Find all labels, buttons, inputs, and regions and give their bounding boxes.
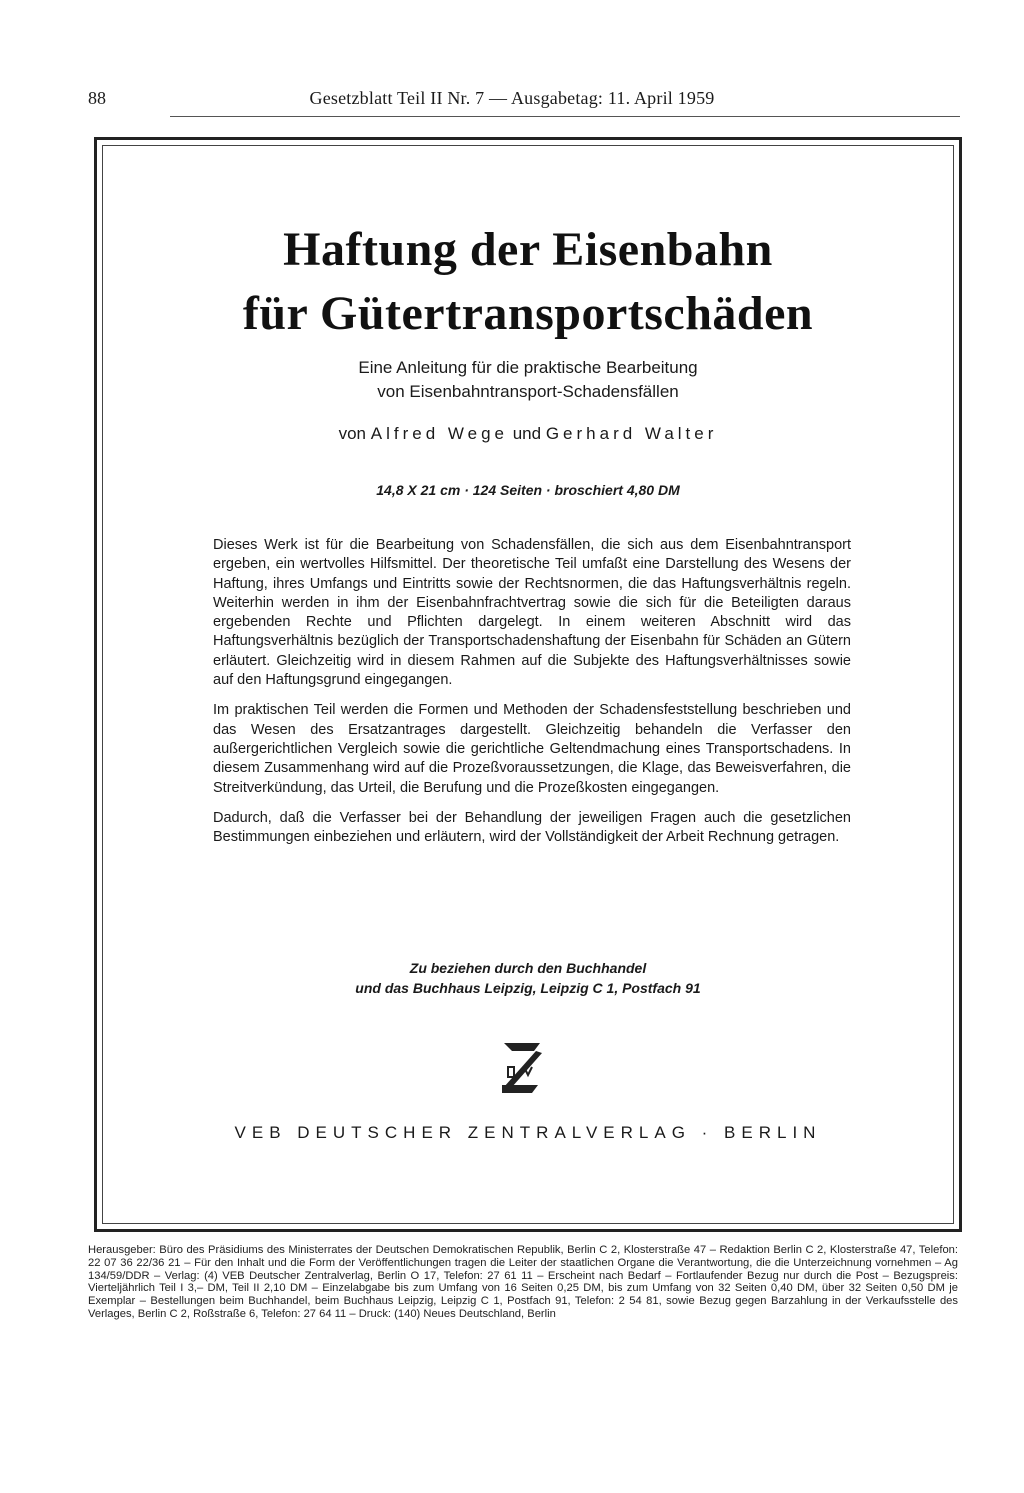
page-number: 88 (88, 88, 106, 108)
description-paragraph: Im praktischen Teil werden die Formen und Methoden der Schadensfeststellung beschrieben und das Wesen des Ersatzantrages dargestellt. Gleichzeitig behandeln die Verfasser den außergerichtlichen Vergleich sowie die gerichtliche Geltendmachung eines Transportschadens. In diesem Zusammenhang wird auf die Prozeßvoraussetzungen, die Klage, das Beweisverfahren, die Streitverkündung, das Urteil, die Berufung und die Prozeßkosten eingegangen. (213, 702, 851, 796)
book-specs: 14,8 X 21 cm · 124 Seiten · broschiert 4,80 DM (376, 482, 680, 498)
order-info-line-2: und das Buchhaus Leipzig, Leipzig C 1, Postfach 91 (355, 980, 701, 996)
description-body (213, 536, 851, 858)
imprint-footer: Herausgeber: Büro des Präsidiums des Ministerrates der Deutschen Demokratischen Republik, Berlin C 2, Klosterstraße 47 – Redaktion Berlin C 2, Klosterstraße 47, Telefon: 22 07 36 22/36 21 – Für den Inhalt und die Form der Veröffentlichungen tragen die Leiter der staatlichen Organe die Verantwortung, die die Unterzeichnung vornehmen – Ag 134/59/DDR – Verlag: (4) VEB Deutscher Zentralverlag, Berlin O 17, Telefon: 27 61 11 – Erscheint nach Bedarf – Fortlaufender Bezug nur durch die Post – Bezugspreis: Vierteljährlich Teil I 3,– DM, Teil II 2,10 DM – Einzelabgabe bis zum Umfang von 16 Seiten 0,25 DM, bis zum Umfang von 32 Seiten 0,40 DM, über 32 Seiten 0,50 DM je Exemplar – Bestellungen beim Buchhandel, beim Buchhaus Leipzig, Leipzig C 1, Postfach 91, Telefon: 2 54 81, sowie Bezug gegen Barzahlung in der Verkaufsstelle des Verlages, Berlin C 2, Roßstraße 6, Telefon: 27 64 11 – Druck: (140) Neues Deutschland, Berlin (88, 1244, 958, 1320)
description-paragraph: Dieses Werk ist für die Bearbeitung von Schadensfällen, die sich aus dem Eisenbahntransport ergeben, ein wertvolles Hilfsmittel. Der theoretische Teil umfaßt eine Darstellung des Wesens der Haftung, ihres Umfangs und Eintritts sowie der Rechtsnormen, die das Haftungsverhältnis regeln. Weiterhin werden in ihm der Eisenbahnfrachtvertrag sowie die sich für die Beteiligten daraus ergebenden Rechte und Pflichten dargelegt. In einem weiteren Abschnitt wird das Haftungsverhältnis bezüglich der Transportschadenshaftung der Eisenbahn für Schäden an Gütern erläutert. Gleichzeitig wird in diesem Rahmen auf die Subjekte des Haftungsverhältnisses sowie auf den Haftungsgrund eingegangen. (213, 537, 851, 689)
description-paragraph: Dadurch, daß die Verfasser bei der Behandlung der jeweiligen Fragen auch die gesetzlichen Bestimmungen einbeziehen und erläutern, wird der Vollständigkeit der Arbeit Rechnung getragen. (213, 809, 851, 846)
header-rule (170, 116, 960, 117)
order-info (104, 958, 952, 998)
order-info-line-1: Zu beziehen durch den Buchhandel (409, 960, 647, 976)
authors-prefix: von (338, 424, 367, 443)
author-1: Alfred Wege (370, 424, 508, 443)
book-title-line-2: für Gütertransportschäden (242, 287, 814, 340)
publisher-name: VEB DEUTSCHER ZENTRALVERLAG · BERLIN (234, 1123, 822, 1142)
running-header: Gesetzblatt Teil II Nr. 7 — Ausgabetag: 11. April 1959 (309, 88, 715, 108)
book-subtitle-line-2: von Eisenbahntransport-Schadensfällen (377, 382, 679, 401)
book-title-line-1: Haftung der Eisenbahn (283, 223, 773, 276)
authors-line (104, 424, 952, 444)
author-2: Gerhard Walter (545, 424, 718, 443)
publisher-logo-icon (494, 1037, 548, 1099)
authors-conjunction: und (512, 424, 542, 443)
book-subtitle-line-1: Eine Anleitung für die praktische Bearbeitung (358, 358, 698, 377)
